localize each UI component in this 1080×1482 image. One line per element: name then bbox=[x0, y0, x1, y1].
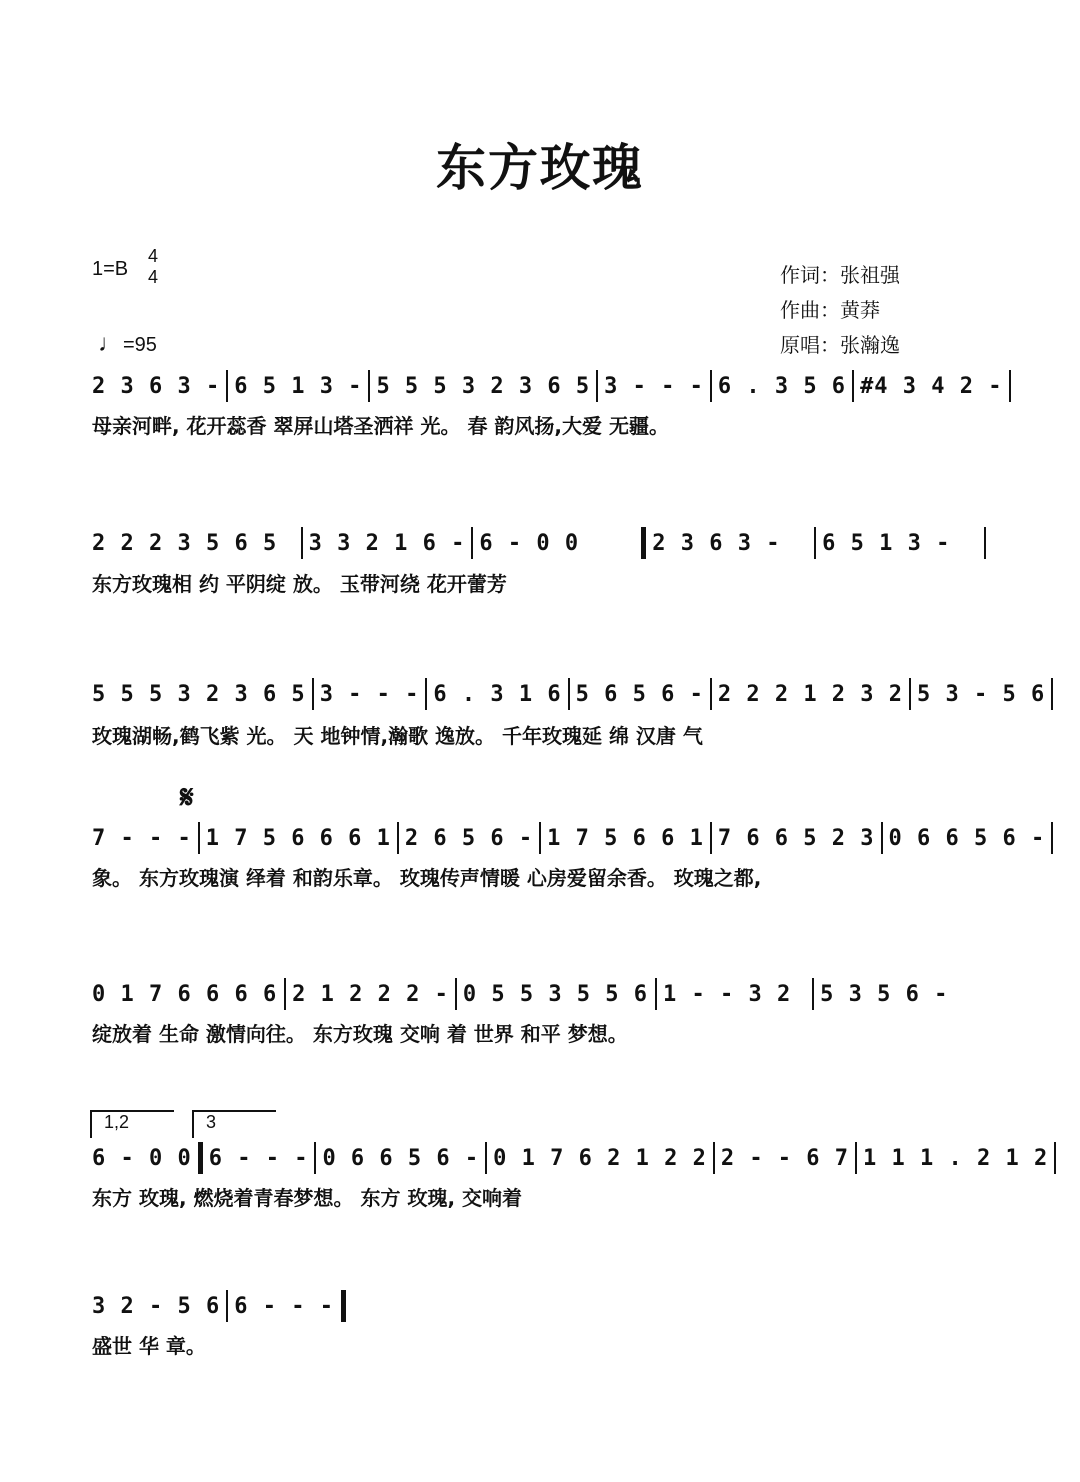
lyric-line-6: 东方 玫瑰, 燃烧着青春梦想。 东方 玫瑰, 交响着 bbox=[92, 1186, 523, 1210]
barline bbox=[425, 678, 427, 710]
song-title: 东方玫瑰 bbox=[436, 139, 644, 197]
measure-notes: 2 6 5 6 - bbox=[404, 825, 534, 851]
time-signature-top: 4 bbox=[147, 246, 158, 266]
measure-notes: 3 3 2 1 6 - bbox=[308, 530, 466, 556]
measure bbox=[92, 678, 306, 710]
barline bbox=[485, 1142, 487, 1174]
barline bbox=[909, 678, 911, 710]
measure bbox=[206, 822, 391, 854]
lyric-line-2: 东方玫瑰相 约 平阴绽 放。 玉带河绕 花开蕾芳 bbox=[92, 572, 507, 596]
measure-notes: 0 1 7 6 6 6 6 bbox=[92, 981, 278, 1007]
measure-notes: #4 3 4 2 - bbox=[860, 373, 1003, 399]
measure-notes: 0 5 5 3 5 5 6 bbox=[462, 981, 649, 1007]
measure-notes: 3 - - - bbox=[604, 373, 704, 399]
repeat-start-barline bbox=[641, 527, 646, 559]
measure-notes: 1 7 5 6 6 6 1 bbox=[205, 825, 391, 851]
barline bbox=[226, 1290, 228, 1322]
measure bbox=[663, 978, 806, 1010]
credit-composer: 作曲：黄莽 bbox=[780, 298, 880, 322]
volta-bracket-2: 3 bbox=[192, 1110, 276, 1138]
measure bbox=[92, 1142, 192, 1174]
measure-notes: 1 1 1 . 2 1 2 bbox=[863, 1145, 1049, 1171]
measure-notes: 6 5 1 3 - bbox=[234, 373, 363, 399]
measure-notes: 7 - - - bbox=[92, 825, 192, 851]
measure-notes: 6 . 3 5 6 bbox=[717, 373, 847, 399]
measure-notes: 5 5 5 3 2 3 6 5 bbox=[92, 681, 306, 707]
measure bbox=[234, 370, 362, 402]
barline bbox=[312, 678, 314, 710]
score-line-2 bbox=[92, 527, 992, 559]
measure bbox=[320, 678, 420, 710]
measure-notes: 5 3 - 5 6 bbox=[917, 681, 1046, 707]
measure-notes: 2 - - 6 7 bbox=[720, 1145, 850, 1171]
key-signature: 1=B bbox=[92, 258, 129, 280]
repeat-end-barline bbox=[198, 1142, 203, 1174]
barline bbox=[1009, 370, 1011, 402]
measure bbox=[209, 1142, 309, 1174]
barline bbox=[314, 1142, 316, 1174]
measure-notes: 6 - - - bbox=[234, 1293, 334, 1319]
measure bbox=[92, 822, 192, 854]
barline bbox=[198, 822, 200, 854]
barline bbox=[1051, 678, 1053, 710]
barline bbox=[710, 822, 712, 854]
measure-notes: 3 2 - 5 6 bbox=[92, 1293, 221, 1319]
measure bbox=[604, 370, 704, 402]
measure bbox=[92, 1290, 220, 1322]
measure-notes: 3 - - - bbox=[319, 681, 420, 707]
barline bbox=[301, 527, 303, 559]
measure-notes: 6 - 0 0 bbox=[479, 530, 580, 556]
segno-icon: 𝄋 bbox=[180, 778, 194, 816]
measure-notes: 5 3 5 6 - bbox=[820, 981, 949, 1007]
lyric-line-1: 母亲河畔, 花开蕊香 翠屏山塔圣洒祥 光。 春 韵风扬,大爱 无疆。 bbox=[92, 414, 669, 438]
lyric-line-4: 象。 东方玫瑰演 绎着 和韵乐章。 玫瑰传声情暖 心房爱留余香。 玫瑰之都, bbox=[92, 866, 762, 890]
measure bbox=[433, 678, 561, 710]
measure-notes: 6 . 3 1 6 bbox=[433, 681, 562, 707]
measure bbox=[322, 1142, 479, 1174]
credits bbox=[780, 258, 900, 363]
barline bbox=[397, 822, 399, 854]
measure bbox=[917, 678, 1045, 710]
score-line-4 bbox=[92, 822, 1046, 854]
measure bbox=[718, 678, 903, 710]
barline bbox=[471, 527, 473, 559]
tempo-value: =95 bbox=[123, 334, 157, 356]
measure bbox=[234, 1290, 335, 1322]
lyric-line-5: 绽放着 生命 激情向往。 东方玫瑰 交响 着 世界 和平 梦想。 bbox=[92, 1022, 628, 1046]
barline bbox=[710, 678, 712, 710]
barline bbox=[855, 1142, 857, 1174]
lyric-line-7: 盛世 华 章。 bbox=[92, 1334, 206, 1358]
time-signature-bottom: 4 bbox=[147, 267, 158, 287]
measure bbox=[721, 1142, 849, 1174]
measure bbox=[309, 527, 466, 559]
measure bbox=[92, 370, 220, 402]
quarter-note-icon: ♩ bbox=[98, 330, 122, 357]
measure bbox=[292, 978, 449, 1010]
barline bbox=[368, 370, 370, 402]
barline bbox=[596, 370, 598, 402]
measure bbox=[860, 370, 1002, 402]
barline bbox=[713, 1142, 715, 1174]
barline bbox=[226, 370, 228, 402]
measure bbox=[493, 1142, 707, 1174]
measure bbox=[547, 822, 704, 854]
measure-notes: 1 - - 3 2 bbox=[662, 981, 792, 1007]
credit-lyricist: 作词：张祖强 bbox=[780, 263, 900, 287]
score-line-6 bbox=[92, 1142, 1049, 1174]
barline bbox=[1051, 822, 1053, 854]
lyric-line-3: 玫瑰湖畅,鹤飞紫 光。 天 地钟情,瀚歌 逸放。 千年玫瑰延 绵 汉唐 气 bbox=[92, 724, 703, 748]
barline bbox=[455, 978, 457, 1010]
measure-notes: 2 3 6 3 - bbox=[652, 530, 781, 556]
measure-notes: 6 - 0 0 bbox=[92, 1145, 192, 1171]
time-signature bbox=[145, 246, 161, 288]
measure bbox=[376, 370, 590, 402]
measure-notes: 6 - - - bbox=[208, 1145, 309, 1171]
barline bbox=[1054, 1142, 1056, 1174]
measure-notes: 2 3 6 3 - bbox=[92, 373, 221, 399]
measure bbox=[822, 527, 978, 559]
measure-notes: 5 6 5 6 - bbox=[575, 681, 704, 707]
barline bbox=[284, 978, 286, 1010]
measure-notes: 6 5 1 3 - bbox=[822, 530, 951, 556]
tempo-marking bbox=[98, 330, 157, 358]
measure-notes: 5 5 5 3 2 3 6 5 bbox=[376, 373, 591, 399]
measure bbox=[718, 370, 846, 402]
measure bbox=[889, 822, 1046, 854]
barline bbox=[984, 527, 986, 559]
score-line-5 bbox=[92, 978, 992, 1010]
measure bbox=[479, 527, 635, 559]
barline bbox=[539, 822, 541, 854]
volta-bracket-1: 1,2 bbox=[90, 1110, 174, 1138]
barline bbox=[814, 527, 816, 559]
measure bbox=[652, 527, 808, 559]
measure bbox=[463, 978, 649, 1010]
measure-notes: 1 7 5 6 6 1 bbox=[547, 825, 704, 851]
score-line-3 bbox=[92, 678, 1046, 710]
measure-notes: 0 6 6 5 6 - bbox=[888, 825, 1046, 851]
barline bbox=[568, 678, 570, 710]
measure-notes: 7 6 6 5 2 3 bbox=[717, 825, 875, 851]
barline bbox=[655, 978, 657, 1010]
barline bbox=[710, 370, 712, 402]
measure-notes: 2 2 2 3 5 6 5 bbox=[92, 530, 278, 556]
measure bbox=[863, 1142, 1048, 1174]
measure bbox=[405, 822, 533, 854]
final-barline bbox=[341, 1290, 346, 1322]
measure bbox=[718, 822, 875, 854]
barline bbox=[812, 978, 814, 1010]
score-line-1 bbox=[92, 370, 1003, 402]
measure bbox=[820, 978, 992, 1010]
measure bbox=[92, 527, 295, 559]
measure-notes: 0 6 6 5 6 - bbox=[322, 1145, 480, 1171]
score-line-7 bbox=[92, 1290, 352, 1322]
measure bbox=[576, 678, 704, 710]
credit-singer: 原唱：张瀚逸 bbox=[780, 333, 900, 357]
measure-notes: 2 2 2 1 2 3 2 bbox=[717, 681, 904, 707]
barline bbox=[852, 370, 854, 402]
measure-notes: 2 1 2 2 2 - bbox=[292, 981, 449, 1007]
barline bbox=[881, 822, 883, 854]
measure-notes: 0 1 7 6 2 1 2 2 bbox=[493, 1145, 707, 1171]
measure bbox=[92, 978, 278, 1010]
